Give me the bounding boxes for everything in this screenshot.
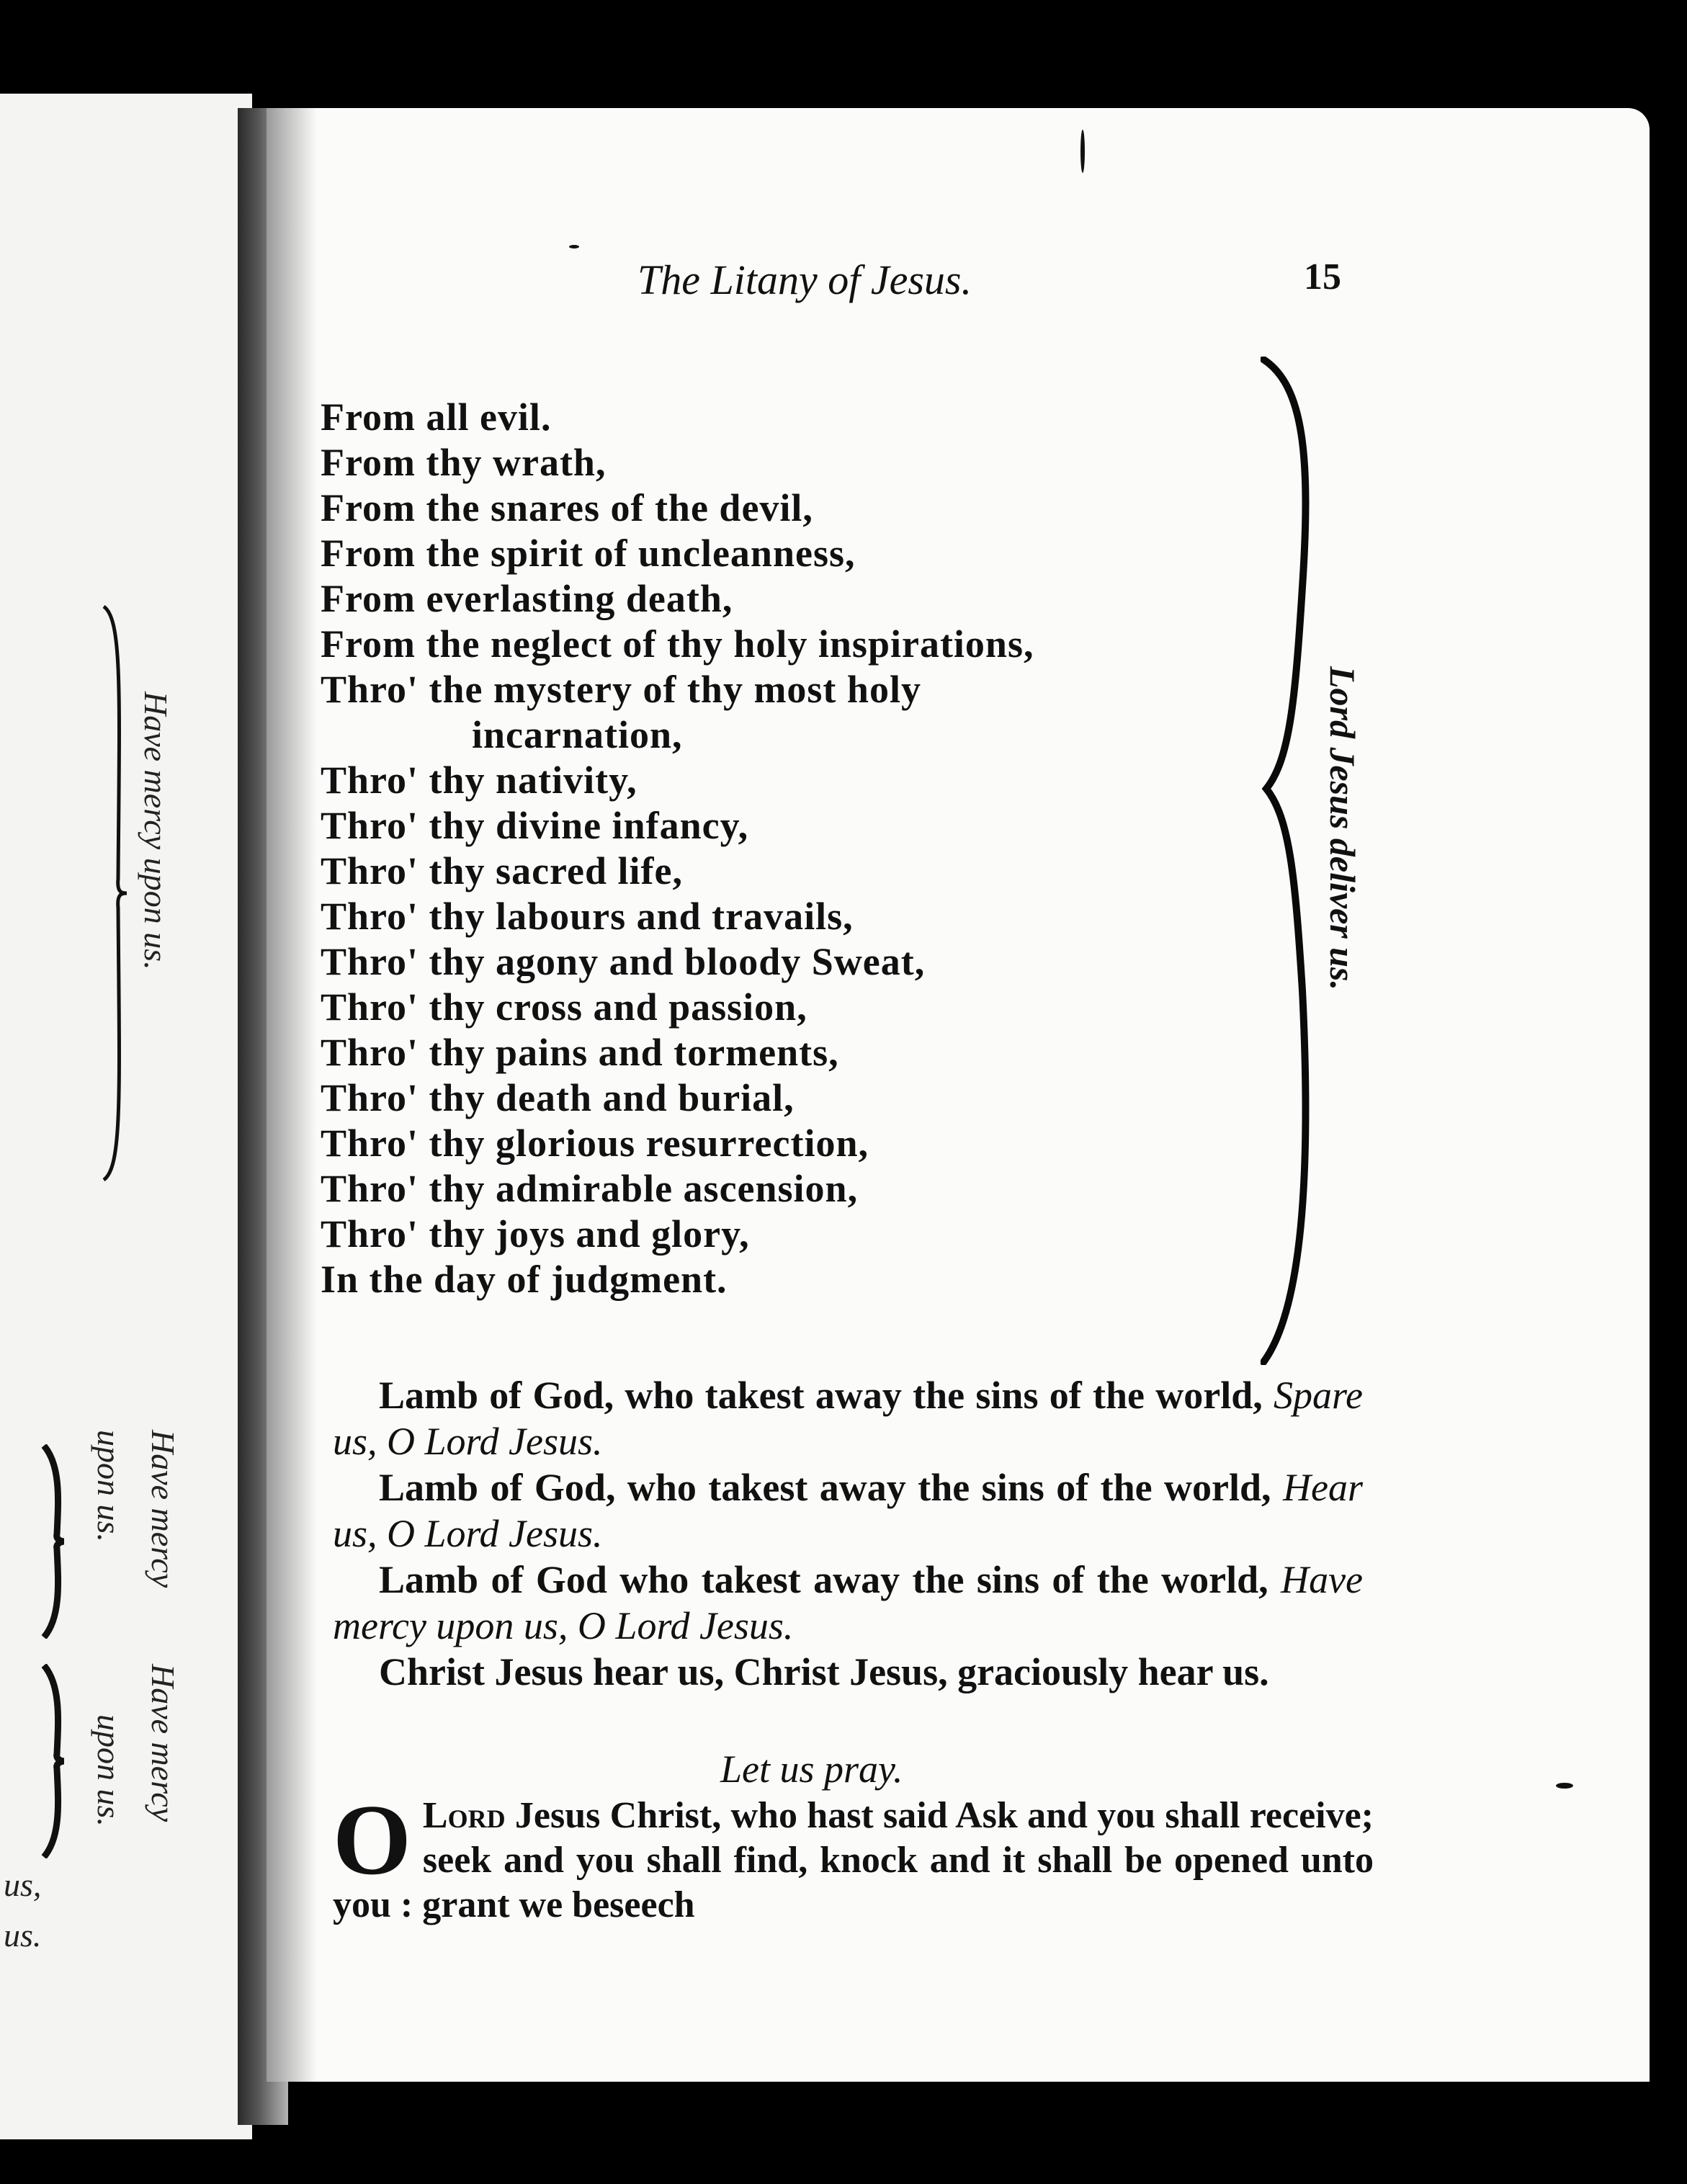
scan-speck [1556, 1783, 1573, 1789]
litany-line: Thro' thy agony and bloody Sweat, [321, 940, 926, 983]
left-response-have-mercy-2: Have mercy [145, 1430, 182, 1588]
left-fragment-us-2: us. [4, 1917, 42, 1953]
agnus-dei [333, 1372, 1363, 1695]
litany-line: From the spirit of uncleanness, [321, 532, 856, 575]
closing-invocation: Christ Jesus hear us, Christ Jesus, graciously hear us. [379, 1650, 1269, 1693]
left-response-have-mercy: Have mercy upon us. [138, 692, 174, 970]
agnus-response: Spare us, O Lord Jesus. [333, 1374, 1364, 1463]
litany-line: Thro' thy nativity, [321, 758, 637, 802]
prayer-heading: Let us pray. [720, 1747, 903, 1791]
running-title: The Litany of Jesus. [637, 256, 972, 303]
litany-line: Thro' the mystery of thy most holy [321, 668, 921, 711]
litany-line: Thro' thy labours and travails, [321, 895, 854, 938]
agnus-text: Lamb of God, who takest away the sins of the world, [379, 1466, 1271, 1509]
left-response-upon-us-2: upon us. [91, 1430, 127, 1542]
litany-line: From the snares of the devil, [321, 486, 813, 529]
page-number: 15 [1304, 256, 1341, 297]
left-response-have-mercy-3: Have mercy [145, 1664, 182, 1822]
agnus-paragraph [333, 1464, 1363, 1557]
scan-speck [569, 245, 579, 249]
prayer-lord: Lord [422, 1795, 506, 1836]
drop-cap: O [333, 1784, 411, 1896]
litany-line: Thro' thy admirable ascension, [321, 1167, 859, 1210]
litany-line: Thro' thy pains and torments, [321, 1031, 839, 1074]
agnus-paragraph [333, 1372, 1363, 1464]
litany-line: From all evil. [321, 395, 552, 439]
litany-line: incarnation, [472, 713, 683, 756]
prayer-text [333, 1784, 1374, 1928]
litany-line: Thro' thy death and burial, [321, 1076, 795, 1119]
litany-response: Lord Jesus deliver us. [1323, 666, 1363, 990]
agnus-response: Hear us, O Lord Jesus. [333, 1466, 1363, 1555]
left-response-upon-us-3: upon us. [91, 1714, 127, 1827]
left-brace-2 [40, 1444, 68, 1639]
agnus-response: Have mercy upon us, O Lord Jesus. [333, 1558, 1364, 1647]
page-gutter-shadow [267, 108, 317, 2082]
litany-line: Thro' thy joys and glory, [321, 1212, 750, 1256]
litany-line: In the day of judgment. [321, 1258, 728, 1301]
prayer-body: Jesus Christ, who hast said Ask and you shall receive; seek and you shall find, knock and it shall be opened unto you : grant we beseech [333, 1795, 1374, 1925]
agnus-text: Lamb of God, who takest away the sins of the world, [379, 1374, 1263, 1417]
left-brace-3 [40, 1664, 68, 1858]
left-brace-1 [101, 605, 130, 1181]
litany-invocations [321, 395, 1034, 1302]
litany-line: Thro' thy sacred life, [321, 849, 683, 892]
litany-line: From thy wrath, [321, 441, 607, 484]
litany-line: Thro' thy divine infancy, [321, 804, 749, 847]
left-fragment-us-1: us, [4, 1866, 42, 1903]
litany-line: Thro' thy glorious resurrection, [321, 1122, 869, 1165]
agnus-paragraph [333, 1557, 1363, 1649]
scan-speck [1080, 130, 1085, 173]
litany-line: From the neglect of thy holy inspirations, [321, 622, 1034, 666]
agnus-text: Lamb of God who takest away the sins of the world, [379, 1558, 1268, 1601]
litany-line: Thro' thy cross and passion, [321, 985, 807, 1029]
litany-line: From everlasting death, [321, 577, 733, 620]
